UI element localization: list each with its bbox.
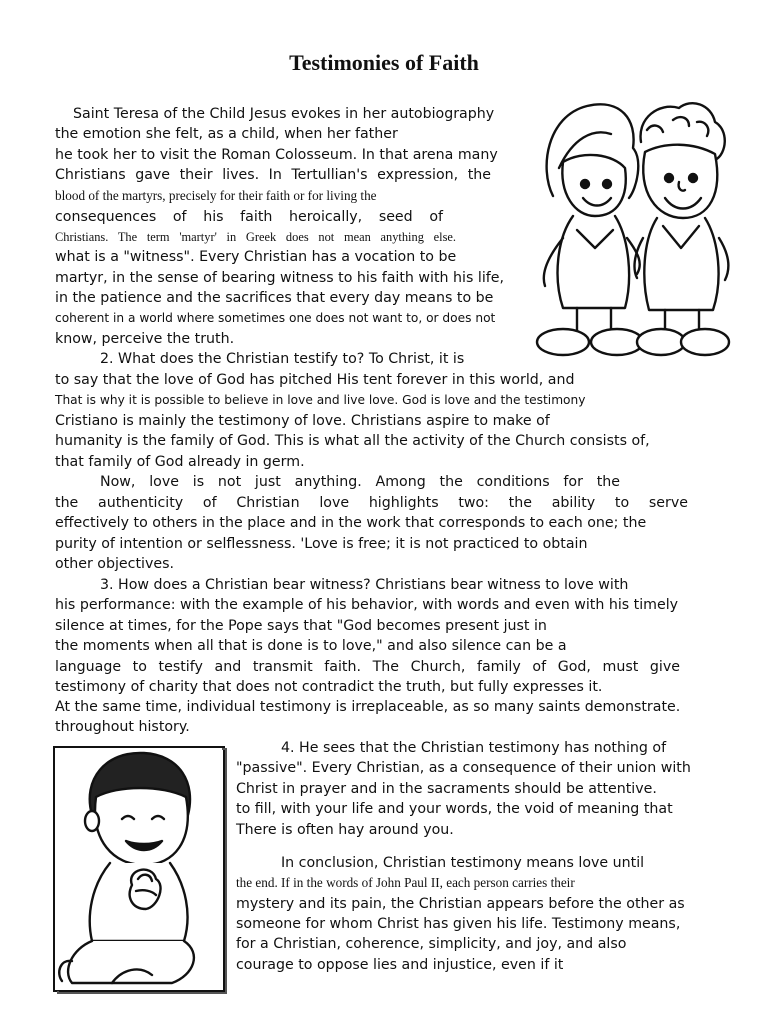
text-line: for a Christian, coherence, simplicity, and joy, and also (236, 936, 627, 952)
text-line: testimony of charity that does not contradict the truth, but fully expresses it. (55, 679, 603, 695)
text-line: throughout history. (55, 719, 190, 735)
text-line: effectively to others in the place and in the work that corresponds to each one; the (55, 515, 647, 531)
text-line: mystery and its pain, the Christian appears before the other as (236, 896, 685, 912)
text-line: Christians. The term 'martyr' in Greek does not mean anything else. (55, 230, 456, 244)
text-line: courage to oppose lies and injustice, even if it (236, 957, 564, 973)
text-line: purity of intention or selflessness. 'Love is free; it is not practiced to obtain (55, 536, 588, 552)
text-line: the moments when all that is done is to love," and also silence can be a (55, 638, 567, 654)
text-line: Saint Teresa of the Child Jesus evokes in her autobiography (73, 106, 495, 122)
text-line: silence at times, for the Pope says that "God becomes present just in (55, 618, 547, 634)
text-line: someone for whom Christ has given his life. Testimony means, (236, 916, 681, 932)
text-line: language to testify and transmit faith. The Church, family of God, must give (55, 659, 680, 675)
praying-child-illustration (52, 745, 228, 995)
text-line: 2. What does the Christian testify to? To Christ, it is (100, 351, 465, 367)
text-line: the end. If in the words of John Paul II, each person carries their (236, 875, 575, 890)
text-line: that family of God already in germ. (55, 454, 305, 470)
text-line: 3. How does a Christian bear witness? Christians bear witness to love with (100, 577, 629, 593)
text-line: martyr, in the sense of bearing witness to his faith with his life, (55, 270, 504, 286)
text-line: "passive". Every Christian, as a consequence of their union with (236, 760, 691, 776)
text-line: There is often hay around you. (236, 822, 454, 838)
text-line: Cristiano is mainly the testimony of love. Christians aspire to make of (55, 413, 550, 429)
text-line: Christians gave their lives. In Tertullian's expression, the (55, 167, 491, 183)
text-line: In conclusion, Christian testimony means love until (281, 855, 645, 871)
text-line: consequences of his faith heroically, seed of (55, 209, 443, 225)
text-line: other objectives. (55, 556, 174, 572)
text-line: in the patience and the sacrifices that every day means to be (55, 290, 494, 306)
text-line: Christ in prayer and in the sacraments should be attentive. (236, 781, 657, 797)
text-line: he took her to visit the Roman Colosseum. In that arena many (55, 147, 498, 163)
text-line: the authenticity of Christian love highlights two: the ability to serve (55, 495, 688, 511)
text-line: At the same time, individual testimony is irreplaceable, as so many saints demonstrate. (55, 699, 681, 715)
two-children-illustration (533, 98, 733, 360)
text-line: the emotion she felt, as a child, when her father (55, 126, 398, 142)
page-title: Testimonies of Faith (289, 50, 479, 75)
text-line: humanity is the family of God. This is what all the activity of the Church consists of, (55, 433, 650, 449)
text-line: know, perceive the truth. (55, 331, 235, 347)
text-line: blood of the martyrs, precisely for their faith or for living the (55, 188, 377, 203)
text-line: That is why it is possible to believe in love and live love. God is love and the testimony (55, 393, 586, 407)
text-line: 4. He sees that the Christian testimony has nothing of (281, 740, 667, 756)
text-line: Now, love is not just anything. Among the conditions for the (100, 474, 620, 490)
text-line: his performance: with the example of his behavior, with words and even with his timely (55, 597, 679, 613)
text-line: what is a "witness". Every Christian has a vocation to be (55, 249, 457, 265)
text-line: to fill, with your life and your words, the void of meaning that (236, 801, 673, 817)
text-line: coherent in a world where sometimes one does not want to, or does not (55, 311, 496, 325)
text-line: to say that the love of God has pitched His tent forever in this world, and (55, 372, 575, 388)
